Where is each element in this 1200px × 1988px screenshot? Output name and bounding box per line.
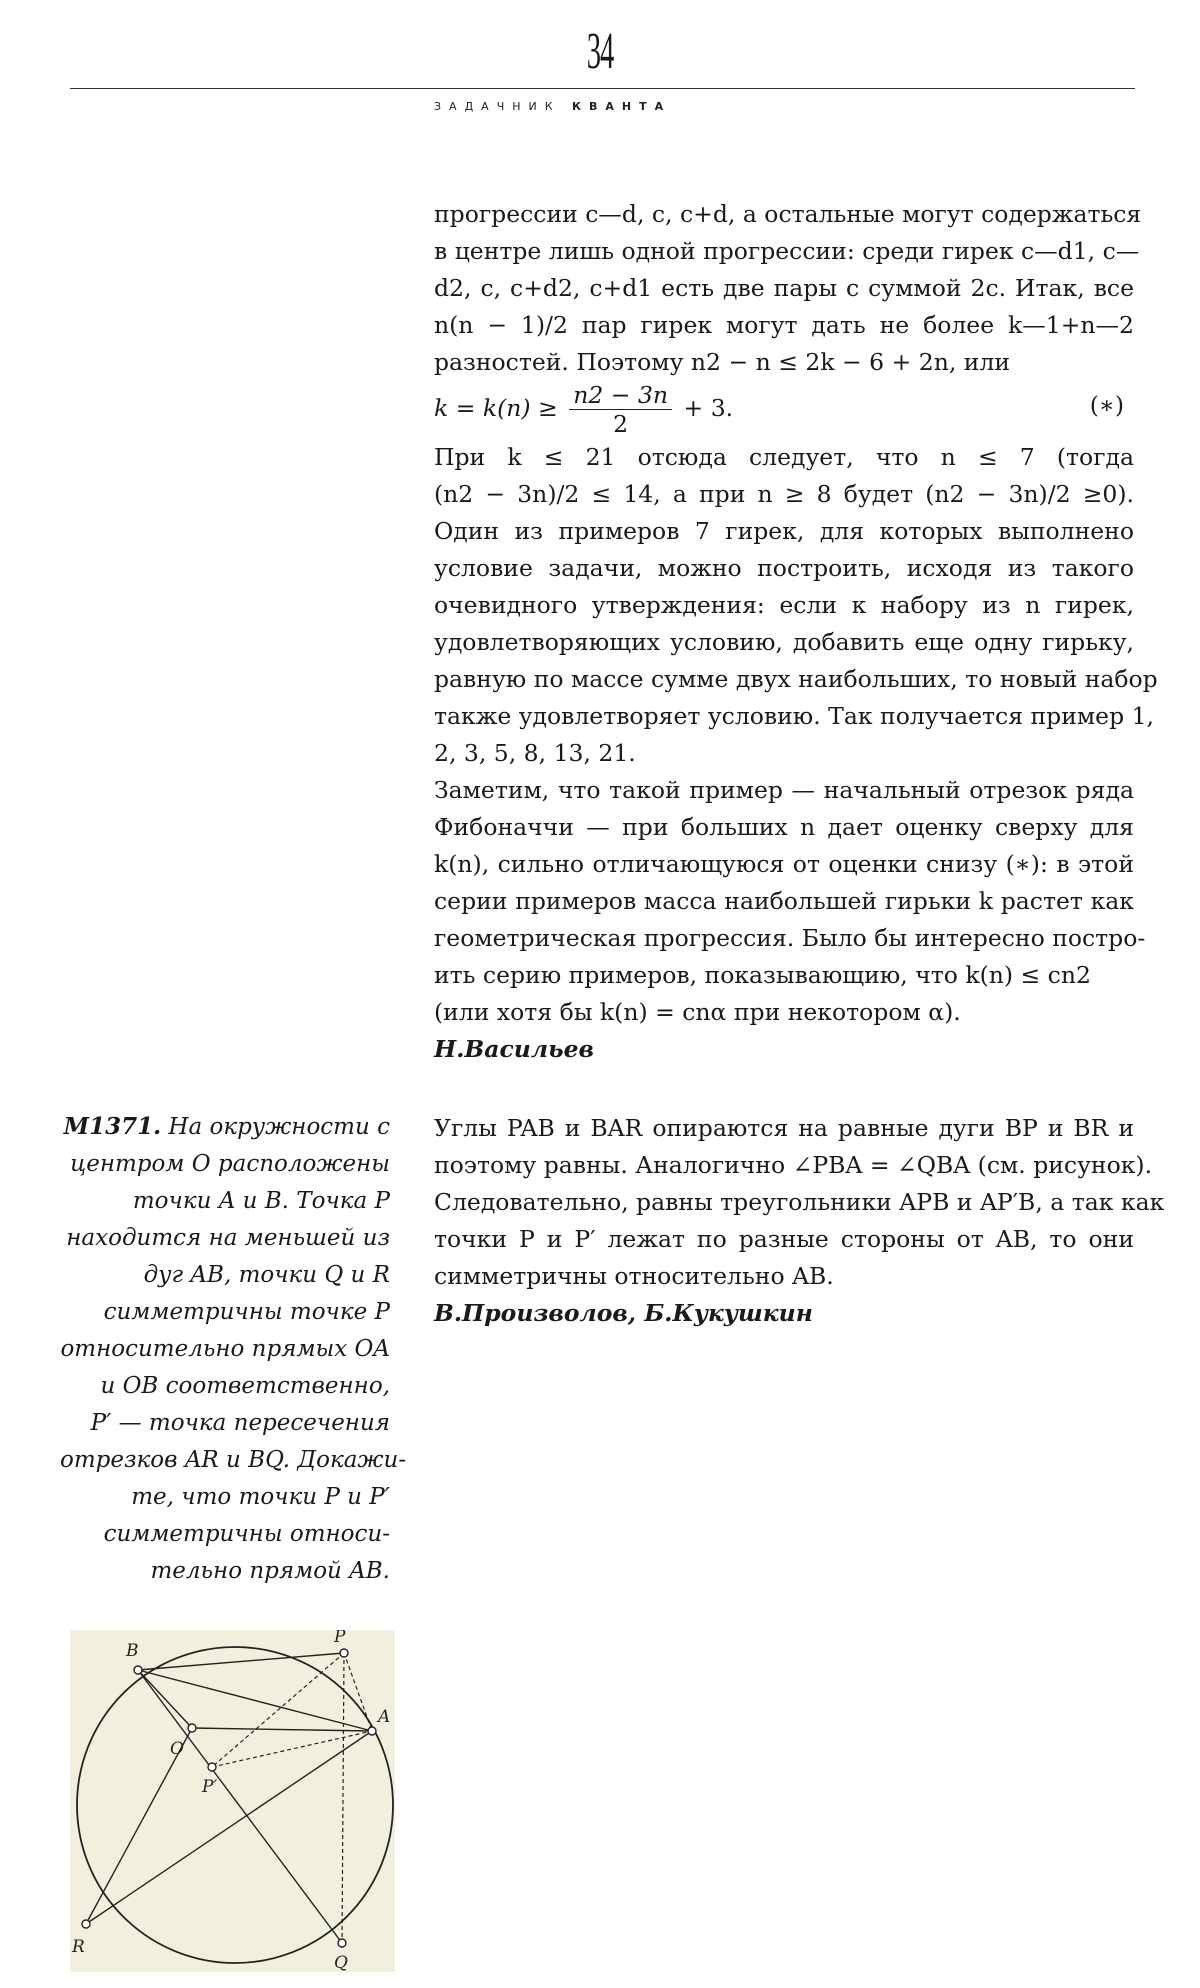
problem-number: М1371.: [63, 1113, 162, 1140]
section-brand: КВАНТА: [572, 100, 672, 113]
text-line: 2, 3, 5, 8, 13, 21.: [434, 739, 636, 767]
dashed-PPprime: [212, 1653, 344, 1767]
text-line: в центре лишь одной прогрессии: среди гирек c—d1, c—: [434, 237, 1140, 265]
dashed-PA: [344, 1653, 372, 1731]
text-line: При k ≤ 21 отсюда следует, что n ≤ 7 (тогда: [434, 443, 1134, 471]
problem-line: [60, 1108, 390, 1146]
text-line: Один из примеров 7 гирек, для которых выполнено: [434, 517, 1134, 545]
text-line: серии примеров масса наибольшей гирьки k растет как: [434, 887, 1134, 915]
point-B: [134, 1666, 142, 1674]
text-line: d2, c, c+d2, c+d1 есть две пары с суммой 2c. Итак, все: [434, 274, 1134, 302]
problem-line: и OB соответственно,: [100, 1373, 390, 1399]
geometry-diagram: [70, 1630, 395, 1972]
text-line: поэтому равны. Аналогично ∠PBA = ∠QBA (см. рисунок).: [434, 1151, 1153, 1179]
text-line: удовлетворяющих условию, добавить еще одну гирьку,: [434, 628, 1134, 656]
problem-line: симметричны относи-: [103, 1521, 390, 1547]
section-header: [434, 100, 671, 113]
text-line: равную по массе сумме двух наибольших, то новый набор: [434, 665, 1158, 693]
label-B: B: [126, 1641, 139, 1661]
text-line: Следовательно, равны треугольники APB и AP′B, а так как: [434, 1188, 1165, 1216]
text-line: точки P и P′ лежат по разные стороны от AB, то они: [434, 1225, 1134, 1253]
segment-OA: [192, 1728, 372, 1731]
geometry-figure: [70, 1630, 395, 1972]
problem-line: симметричны точке P: [103, 1299, 390, 1325]
point-R: [82, 1920, 90, 1928]
text-line: n(n − 1)/2 пар гирек могут дать не более k—1+n—2: [434, 311, 1134, 339]
text-line: очевидного утверждения: если к набору из n гирек,: [434, 591, 1134, 619]
text-line: k(n), сильно отличающуюся от оценки снизу (∗): в этой: [434, 850, 1134, 878]
formula: [434, 381, 1134, 439]
problem-line: P′ — точка пересечения: [90, 1410, 390, 1436]
page-number: 34: [586, 23, 614, 80]
problem-text: На окружности с: [168, 1114, 390, 1140]
point-Q: [338, 1939, 346, 1947]
section-prefix: ЗАДАЧНИК: [434, 100, 561, 113]
point-A: [368, 1727, 376, 1735]
text-line: (n2 − 3n)/2 ≤ 14, а при n ≥ 8 будет (n2 − 3n)/2 ≥0).: [434, 480, 1134, 508]
dashed-PprimeA: [212, 1731, 372, 1767]
formula-fraction: [569, 381, 672, 438]
problem-line: те, что точки P и P′: [131, 1484, 390, 1510]
label-P: P: [334, 1630, 346, 1647]
label-R: R: [72, 1937, 85, 1957]
circle: [77, 1647, 393, 1963]
text-line: (или хотя бы k(n) = cnα при некотором α).: [434, 998, 961, 1026]
text-line: условие задачи, можно построить, исходя из такого: [434, 554, 1134, 582]
label-Pprime: P′: [202, 1777, 218, 1797]
segment-BO: [138, 1670, 192, 1728]
problem-line: центром O расположены: [70, 1151, 390, 1177]
dashed-PQ: [342, 1653, 344, 1943]
label-O: O: [170, 1739, 184, 1759]
problem-line: отрезков AR и BQ. Докажи-: [60, 1447, 407, 1473]
problem-line: точки A и B. Точка P: [132, 1188, 390, 1214]
formula-tag: (∗): [1089, 391, 1124, 419]
segment-RA: [86, 1731, 372, 1924]
problem-line: тельно прямой AB.: [150, 1558, 390, 1584]
text-line: ить серию примеров, показывающию, что k(n) ≤ cn2: [434, 961, 1091, 989]
problem-line: дуг AB, точки Q и R: [143, 1262, 390, 1288]
solution-authors: В.Произволов, Б.Кукушкин: [434, 1299, 813, 1327]
formula-left: k = k(n) ≥: [434, 394, 558, 422]
text-line: также удовлетворяет условию. Так получается пример 1,: [434, 702, 1154, 730]
label-A: A: [378, 1707, 391, 1727]
author-signature: Н.Васильев: [434, 1035, 594, 1063]
text-line: прогрессии c—d, c, c+d, а остальные могут содержаться: [434, 200, 1142, 228]
segment-BQ: [138, 1670, 342, 1943]
problem-line: относительно прямых OA: [60, 1336, 390, 1362]
segment-BA: [138, 1670, 372, 1731]
text-line: Фибоначчи — при больших n дает оценку сверху для: [434, 813, 1134, 841]
formula-denominator: 2: [613, 410, 629, 438]
text-line: геометрическая прогрессия. Было бы интересно постро-: [434, 924, 1146, 952]
text-line: Углы PAB и BAR опираются на равные дуги BP и BR и: [434, 1114, 1134, 1142]
problem-line: находится на меньшей из: [66, 1225, 390, 1251]
continuation-text: [434, 196, 1158, 1068]
formula-numerator: n2 − 3n: [569, 381, 672, 410]
point-Pprime: [208, 1763, 216, 1771]
problem-statement: [60, 1108, 407, 1590]
point-P: [340, 1649, 348, 1657]
solution-text: [434, 1110, 1165, 1332]
formula-right: + 3.: [683, 394, 734, 422]
label-Q: Q: [334, 1953, 348, 1972]
point-O: [188, 1724, 196, 1732]
text-line: разностей. Поэтому n2 − n ≤ 2k − 6 + 2n, или: [434, 348, 1011, 376]
text-line: симметричны относительно AB.: [434, 1262, 834, 1290]
header-rule: [70, 88, 1135, 89]
text-line: Заметим, что такой пример — начальный отрезок ряда: [434, 776, 1134, 804]
